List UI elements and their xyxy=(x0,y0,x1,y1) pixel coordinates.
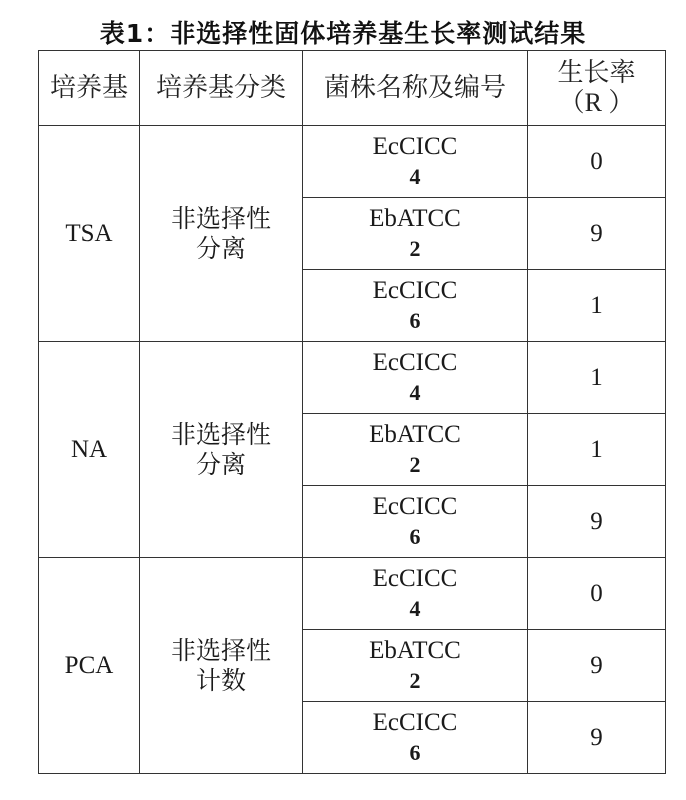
strain-number: 6 xyxy=(409,523,421,549)
growth-rate-cell: 0 xyxy=(528,558,666,630)
strain-name: EbATCC xyxy=(369,636,461,664)
strain-cell xyxy=(303,630,528,702)
header-growth-rate xyxy=(528,51,666,126)
growth-rate-cell: 9 xyxy=(528,702,666,774)
growth-rate-cell: 0 xyxy=(528,126,666,198)
header-strain-name: 菌株名称及编号 xyxy=(303,51,528,126)
strain-name: EbATCC xyxy=(369,204,461,232)
table-row xyxy=(39,126,666,198)
strain-number: 2 xyxy=(409,451,421,477)
strain-name: EcCICC xyxy=(372,132,458,160)
strain-cell xyxy=(303,486,528,558)
medium-cell: TSA xyxy=(39,126,140,342)
table-title: 表1：非选择性固体培养基生长率测试结果 xyxy=(99,19,587,48)
strain-number: 2 xyxy=(409,235,421,261)
category-cell xyxy=(140,342,303,558)
strain-number: 4 xyxy=(409,379,421,405)
strain-name: EcCICC xyxy=(372,564,458,592)
category-line: 分离 xyxy=(195,449,246,479)
category-cell xyxy=(140,126,303,342)
category-line: 非选择性 xyxy=(170,419,271,449)
table-row xyxy=(39,342,666,414)
strain-cell xyxy=(303,702,528,774)
header-growth-rate-unit: （R ） xyxy=(558,88,635,117)
category-line: 非选择性 xyxy=(170,635,271,665)
strain-name: EcCICC xyxy=(372,276,458,304)
growth-rate-cell: 9 xyxy=(528,630,666,702)
category-line: 计数 xyxy=(195,665,246,695)
strain-number: 6 xyxy=(409,739,421,765)
strain-number: 2 xyxy=(409,667,421,693)
growth-rate-cell: 1 xyxy=(528,270,666,342)
growth-rate-cell: 9 xyxy=(528,486,666,558)
strain-name: EbATCC xyxy=(369,420,461,448)
strain-number: 4 xyxy=(409,595,421,621)
growth-rate-cell: 1 xyxy=(528,414,666,486)
header-category: 培养基分类 xyxy=(140,51,303,126)
strain-name: EcCICC xyxy=(372,708,458,736)
strain-cell xyxy=(303,342,528,414)
growth-rate-table xyxy=(38,50,666,774)
category-line: 分离 xyxy=(195,233,246,263)
category-cell xyxy=(140,558,303,774)
category-line: 非选择性 xyxy=(170,203,271,233)
growth-rate-cell: 1 xyxy=(528,342,666,414)
header-growth-rate-label: 生长率 xyxy=(557,58,636,87)
strain-cell xyxy=(303,126,528,198)
strain-number: 4 xyxy=(409,163,421,189)
strain-name: EcCICC xyxy=(372,492,458,520)
header-medium: 培养基 xyxy=(39,51,140,126)
strain-number: 6 xyxy=(409,307,421,333)
growth-rate-cell: 9 xyxy=(528,198,666,270)
strain-cell xyxy=(303,414,528,486)
medium-cell: PCA xyxy=(39,558,140,774)
strain-cell xyxy=(303,198,528,270)
header-row xyxy=(39,51,666,126)
strain-name: EcCICC xyxy=(372,348,458,376)
medium-cell: NA xyxy=(39,342,140,558)
strain-cell xyxy=(303,270,528,342)
table-row xyxy=(39,558,666,630)
strain-cell xyxy=(303,558,528,630)
